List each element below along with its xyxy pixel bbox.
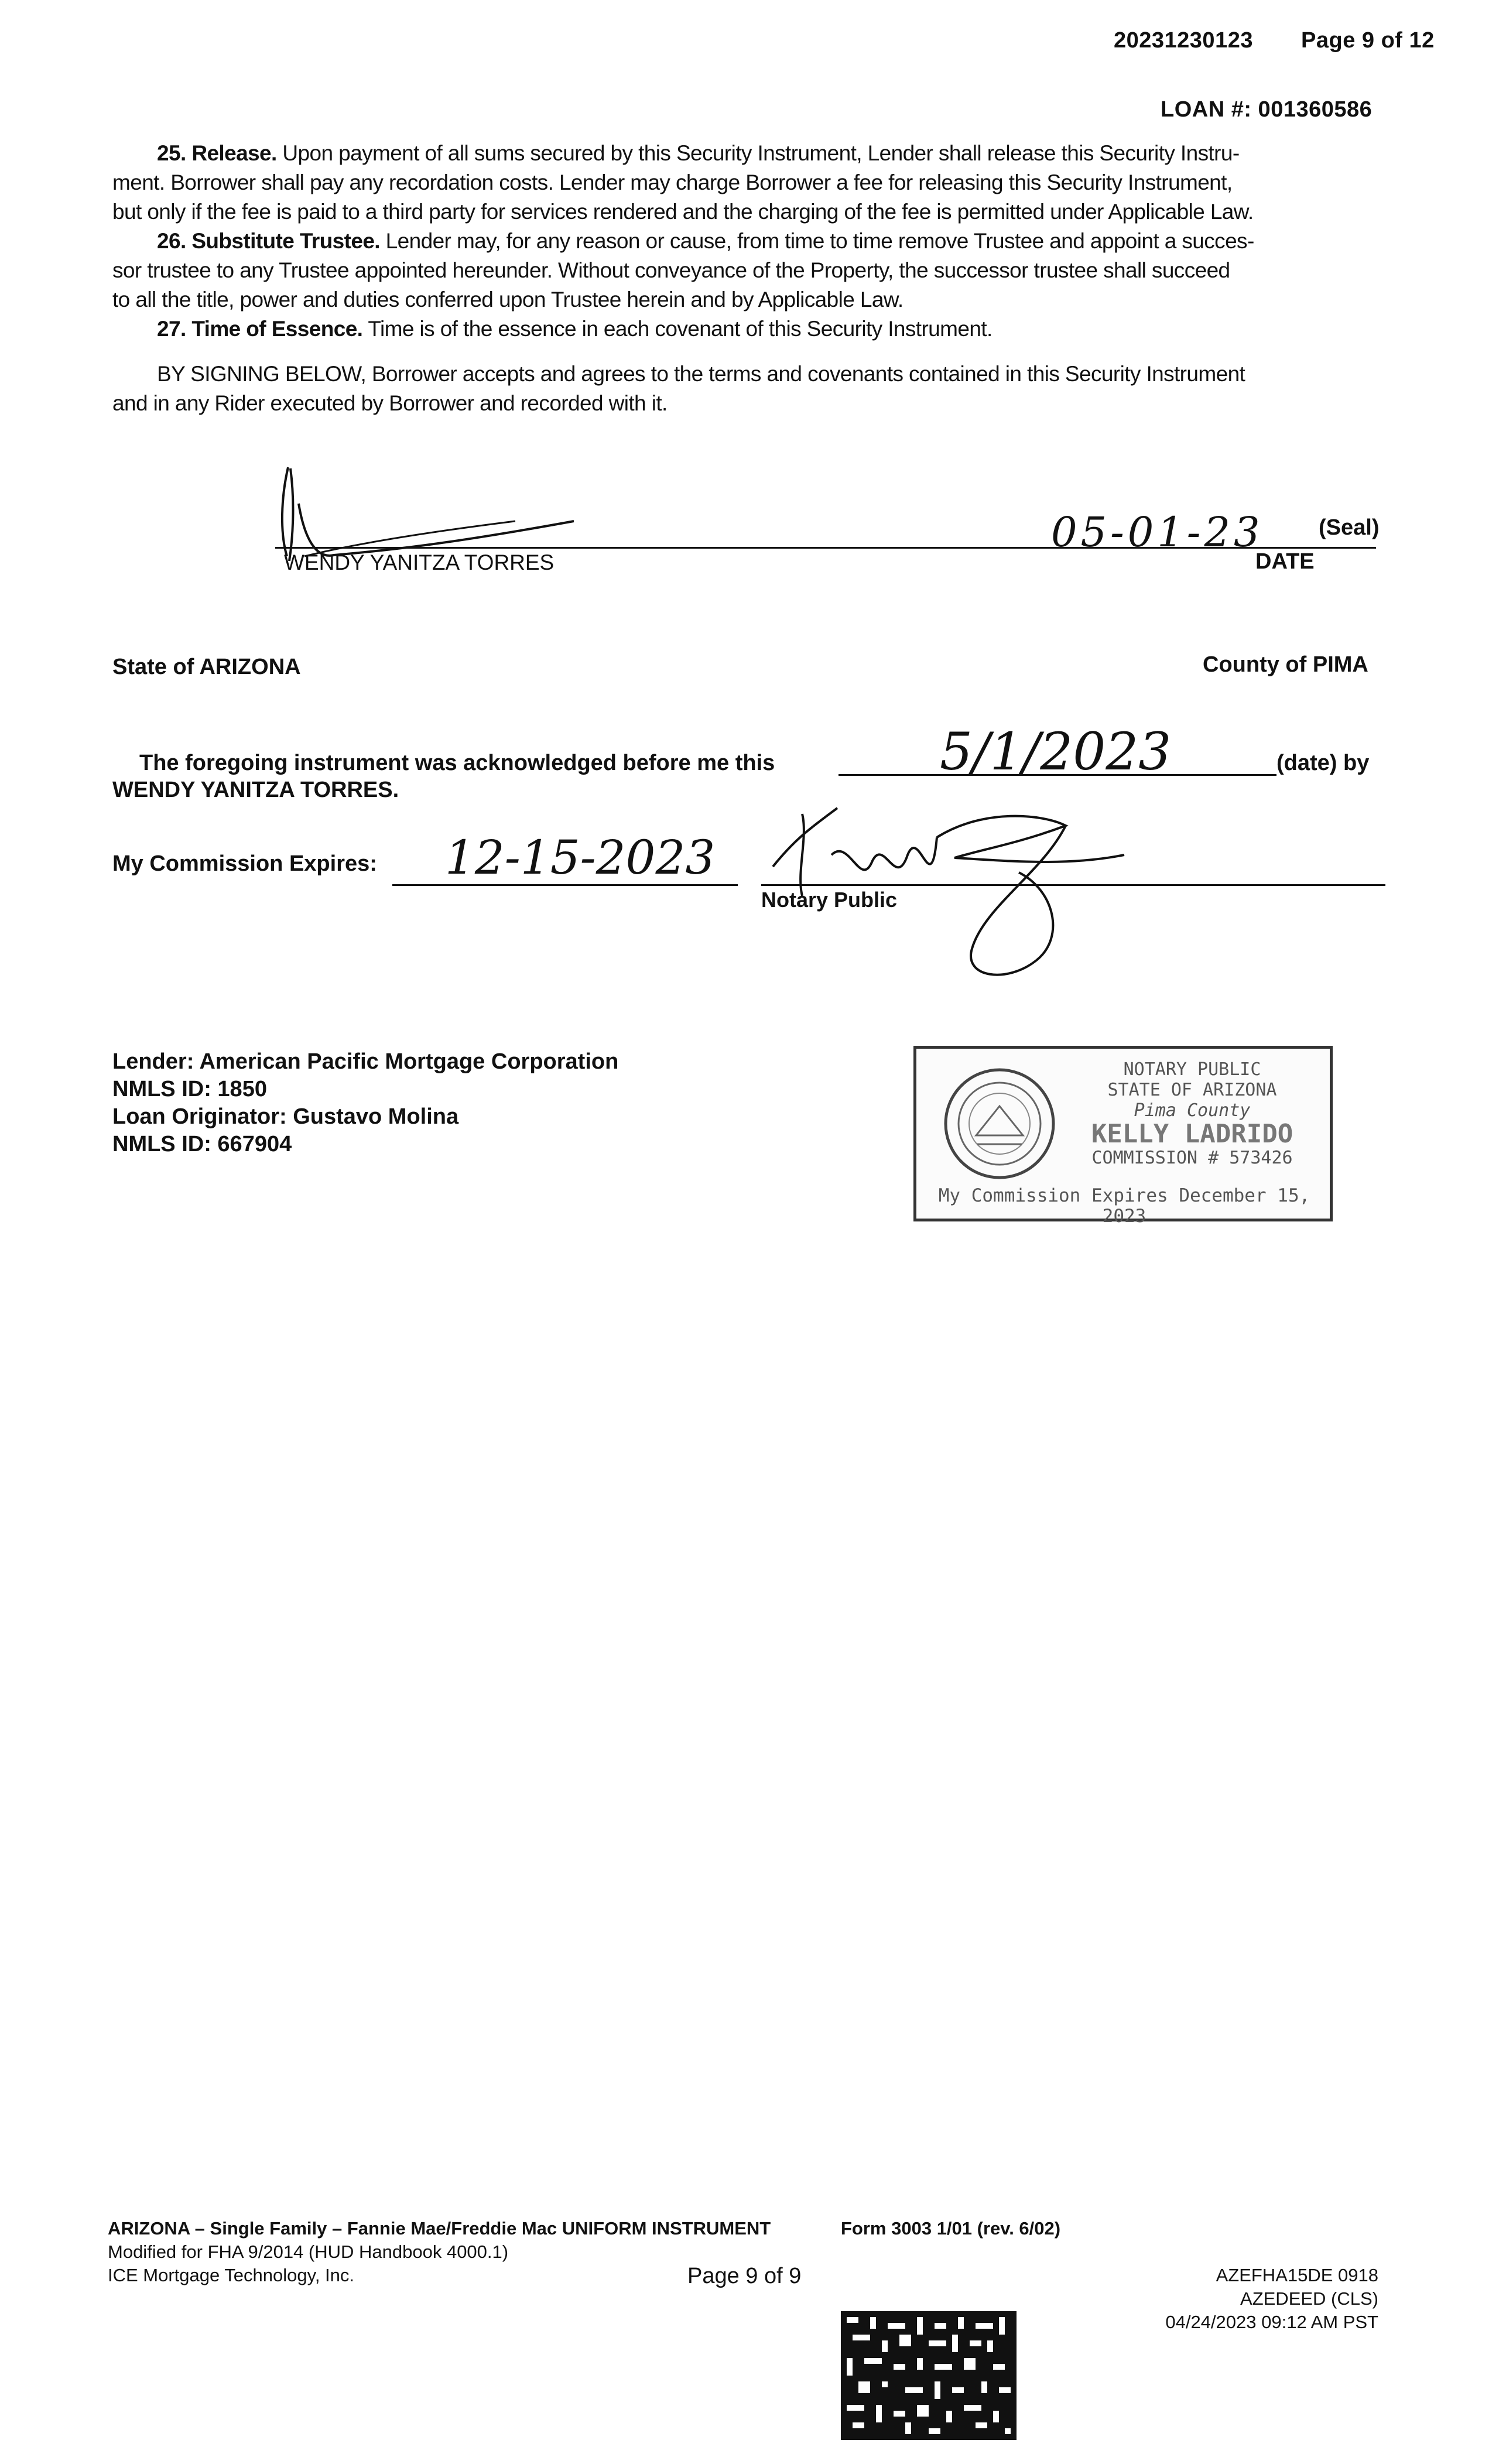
footer-page: Page 9 of 9	[687, 2264, 802, 2288]
section-25	[112, 139, 1395, 168]
acknowledged-person: WENDY YANITZA TORRES.	[112, 778, 399, 802]
section-text: Upon payment of all sums secured by this Security Instrument, Lender shall release this Security Instru-	[282, 141, 1240, 165]
notary-public-label: Notary Public	[761, 888, 898, 912]
covenant-sections	[112, 139, 1395, 344]
section-number: 27.	[157, 317, 186, 341]
section-26	[112, 227, 1395, 256]
borrower-date-handwritten: 05-01-23	[1051, 508, 1264, 556]
section-number: 25.	[157, 141, 186, 165]
notary-signature	[761, 802, 1148, 990]
lender-nmls: NMLS ID: 1850	[112, 1077, 267, 1101]
stamp-line-4: KELLY LADRIDO	[1091, 1119, 1293, 1149]
form-title: ARIZONA – Single Family – Fannie Mae/Freddie Mac UNIFORM INSTRUMENT	[108, 2218, 771, 2239]
signing-line-1: BY SIGNING BELOW, Borrower accepts and agrees to the terms and covenants contained in this Security Instrument	[157, 362, 1245, 386]
seal-label: (Seal)	[1319, 515, 1380, 540]
signing-line-2: and in any Rider executed by Borrower and recorded with it.	[112, 391, 668, 415]
originator-name: Loan Originator: Gustavo Molina	[112, 1104, 459, 1129]
footer-code-2: AZEDEED (CLS)	[1240, 2288, 1378, 2309]
section-25-line-2: ment. Borrower shall pay any recordation costs. Lender may charge Borrower a fee for releasing this Security Instrument,	[112, 170, 1233, 194]
barcode-icon	[841, 2309, 1017, 2442]
section-text: Time is of the essence in each covenant of this Security Instrument.	[368, 317, 993, 341]
section-26-line-2: sor trustee to any Trustee appointed hereunder. Without conveyance of the Property, the successor trustee shall succeed	[112, 258, 1230, 282]
modified-note: Modified for FHA 9/2014 (HUD Handbook 4000.1)	[108, 2241, 509, 2262]
stamp-line-5: COMMISSION # 573426	[1091, 1148, 1293, 1168]
date-by-label: (date) by	[1276, 751, 1370, 775]
vendor: ICE Mortgage Technology, Inc.	[108, 2265, 355, 2285]
footer-code-1: AZEFHA15DE 0918	[1216, 2265, 1378, 2285]
commission-date-handwritten: 12-15-2023	[445, 830, 716, 885]
section-25-line-3: but only if the fee is paid to a third party for services rendered and the charging of the fee is permitted under Applicable Law.	[112, 200, 1254, 224]
document-number: 20231230123	[1114, 28, 1253, 53]
stamp-expires: My Commission Expires December 15, 2023	[938, 1185, 1310, 1227]
lender-name: Lender: American Pacific Mortgage Corporation	[112, 1049, 619, 1074]
stamp-text	[1060, 1059, 1324, 1168]
county-label: County of PIMA	[1203, 652, 1368, 677]
date-label: DATE	[1255, 549, 1315, 574]
section-title: Release.	[191, 141, 277, 165]
originator-nmls: NMLS ID: 667904	[112, 1132, 292, 1156]
section-27	[112, 314, 1395, 344]
arizona-seal-icon	[941, 1065, 1058, 1182]
section-title: Substitute Trustee.	[191, 229, 380, 253]
state-label: State of ARIZONA	[112, 655, 301, 679]
acknowledgment-statement: The foregoing instrument was acknowledged before me this	[139, 751, 775, 775]
loan-number: LOAN #: 001360586	[1161, 97, 1373, 122]
section-title: Time of Essence.	[191, 317, 363, 341]
section-26-line-3: to all the title, power and duties conferred upon Trustee herein and by Applicable Law.	[112, 288, 903, 312]
form-number: Form 3003 1/01 (rev. 6/02)	[841, 2218, 1061, 2239]
page-counter: Page 9 of 12	[1301, 28, 1435, 53]
borrower-name: WENDY YANITZA TORRES	[284, 550, 555, 574]
stamp-line-1: NOTARY PUBLIC	[1123, 1059, 1261, 1080]
notary-stamp	[913, 1046, 1333, 1227]
footer-timestamp: 04/24/2023 09:12 AM PST	[1165, 2312, 1378, 2332]
commission-expires-label: My Commission Expires:	[112, 851, 377, 876]
signing-statement	[112, 360, 1401, 418]
stamp-line-3: Pima County	[1134, 1100, 1251, 1121]
lender-info	[112, 1048, 618, 1158]
acknowledgment-date-handwritten: 5/1/2023	[940, 721, 1172, 782]
footer-codes	[1142, 2264, 1378, 2334]
stamp-line-2: STATE OF ARIZONA	[1107, 1080, 1277, 1100]
section-number: 26.	[157, 229, 186, 253]
section-text: Lender may, for any reason or cause, from time to time remove Trustee and appoint a succes-	[385, 229, 1254, 253]
